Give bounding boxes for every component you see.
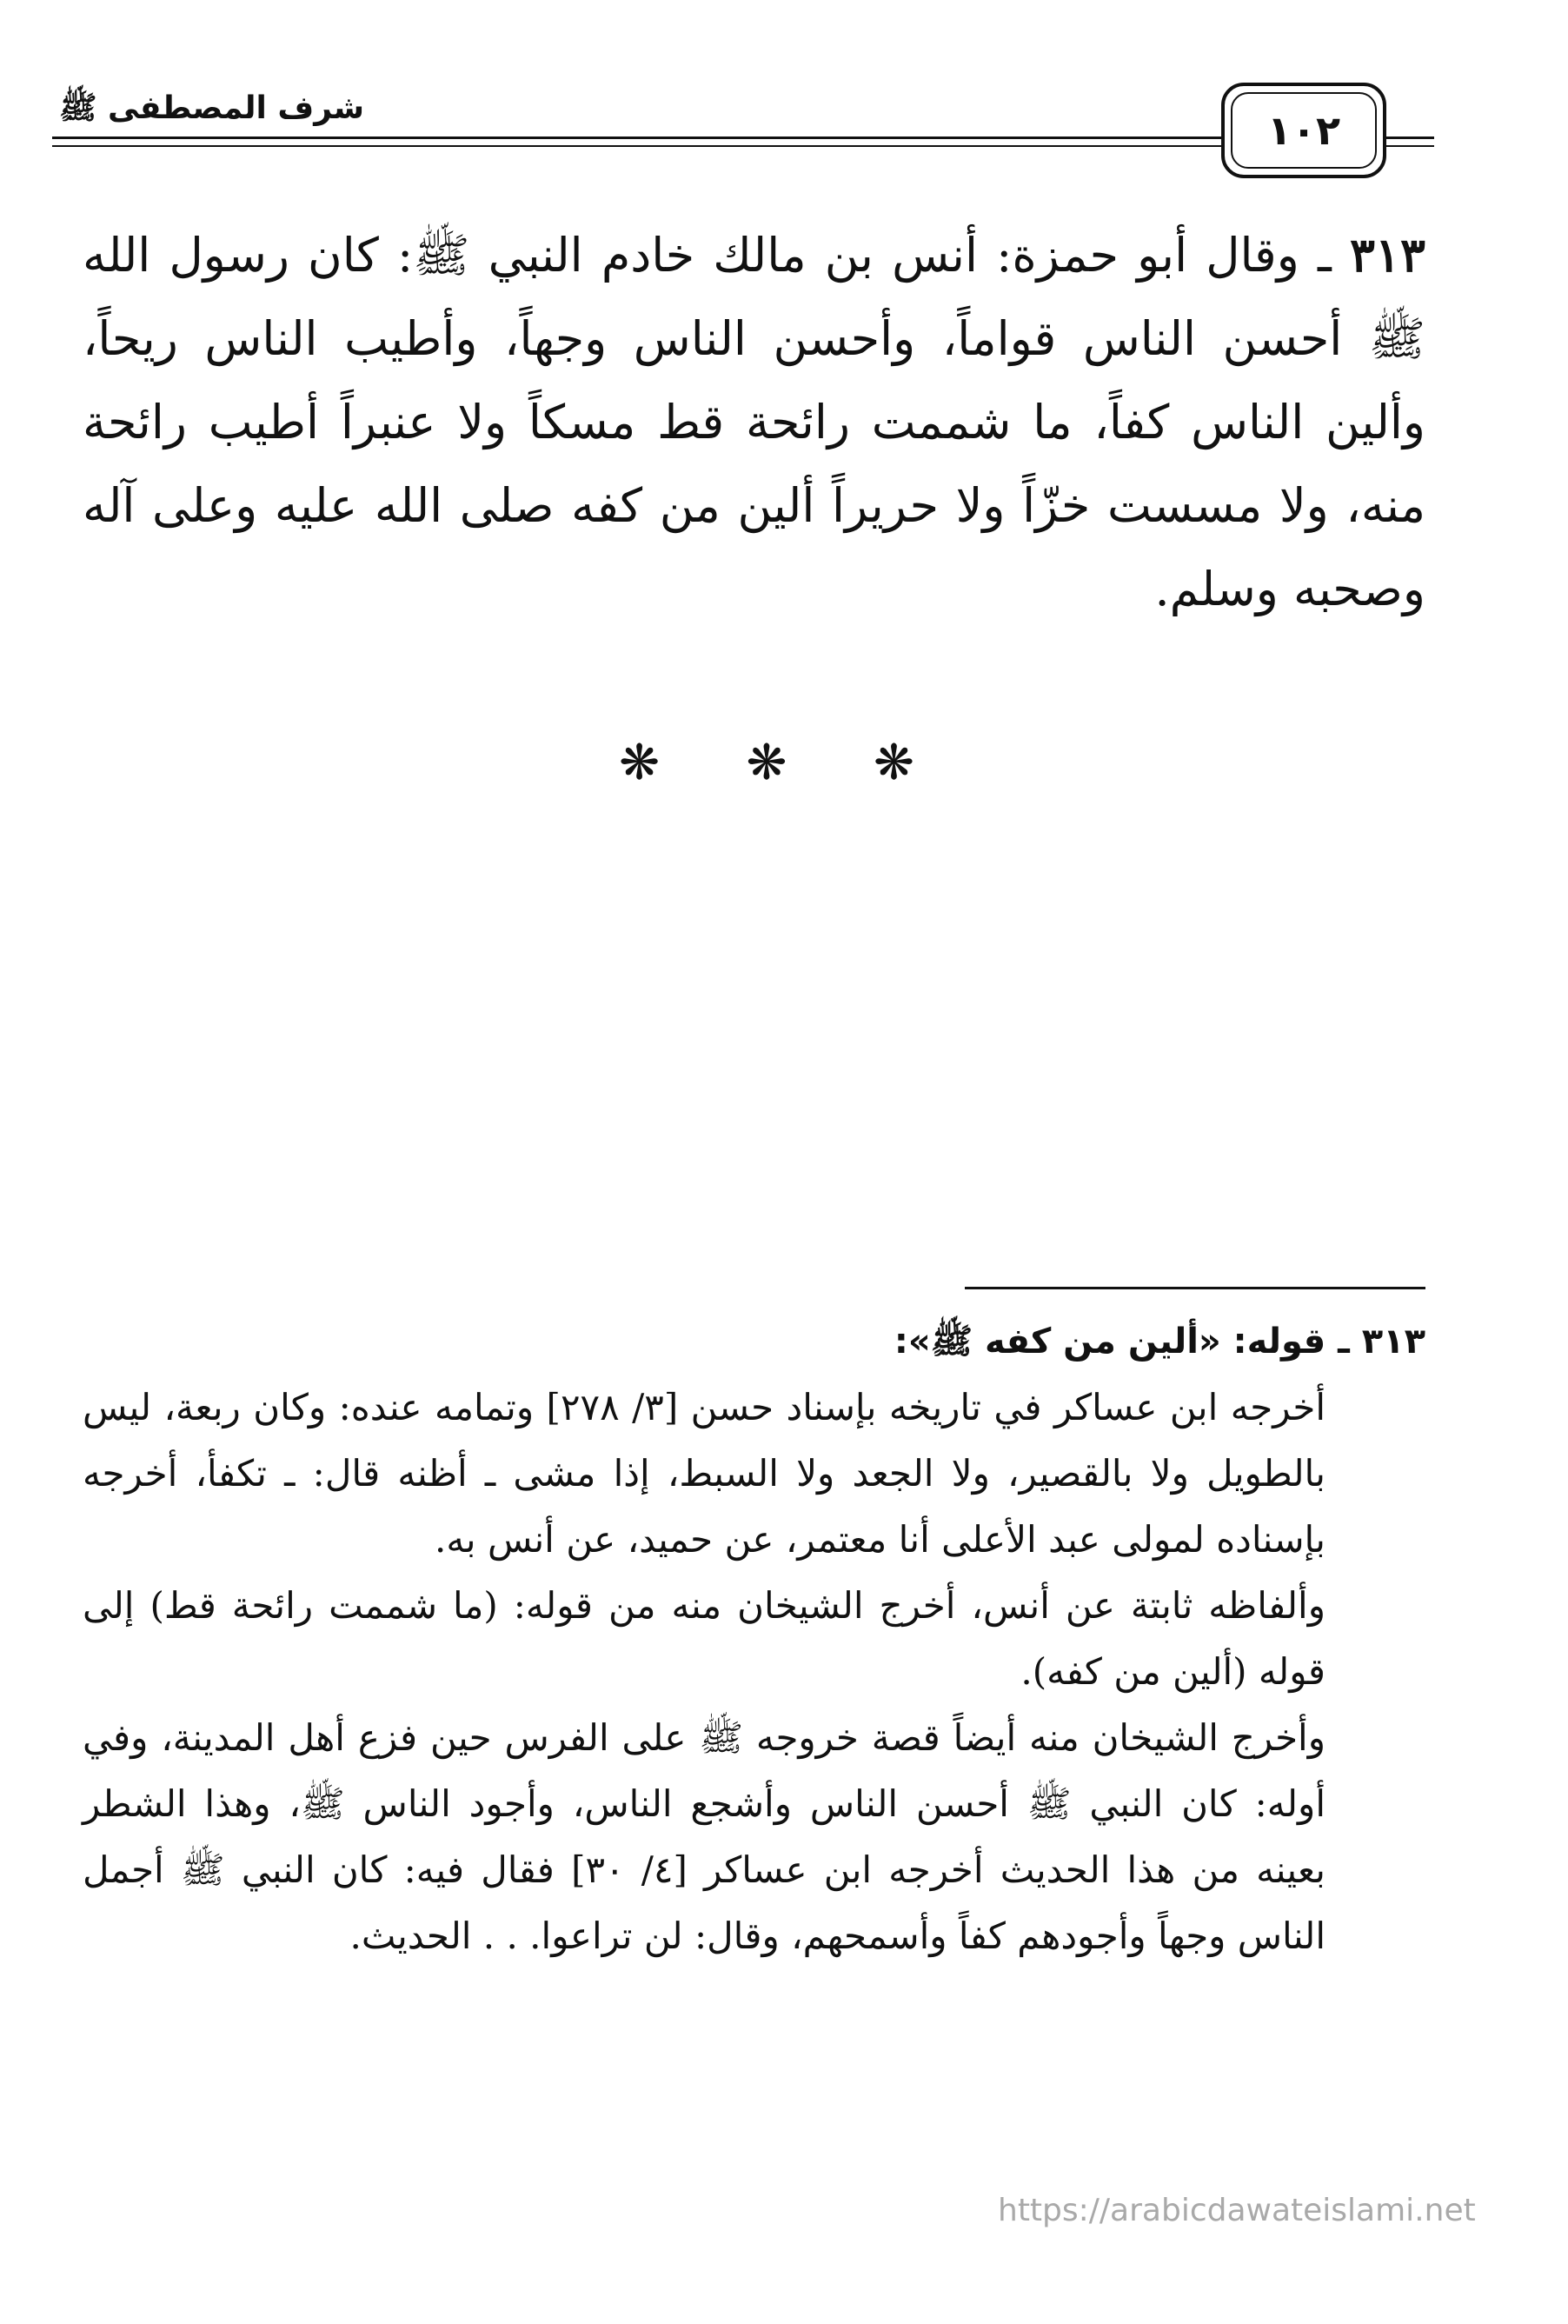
footnote-paragraph-2: وألفاظه ثابتة عن أنس، أخرج الشيخان منه من قوله: (ما شممت رائحة قط) إلى قوله (ألين من كفه). [83,1584,1325,1693]
running-title: شرف المصطفى ﷺ [52,86,371,131]
page-header [52,83,1434,178]
entry-text: ـ وقال أبو حمزة: أنس بن مالك خادم النبي ﷺ: كان رسول الله ﷺ أحسن الناس قواماً، وأحسن الناس وجهاً، وأطيب الناس ريحاً، وألين الناس كفاً، ما شممت رائحة قط مسكاً ولا عنبراً أطيب رائحة منه، ولا مسست خزّاً ولا حريراً ألين من كفه صلى الله عليه وعلى آله وصحبه وسلم. [83,228,1425,616]
page-number-frame [1221,83,1386,178]
main-text [83,213,1425,631]
footnote-paragraph-1: أخرجه ابن عساكر في تاريخه بإسناد حسن [٣/ ٢٧٨] وتمامه عنده: وكان ربعة، ليس بالطويل ولا بالقصير، ولا الجعد ولا السبط، إذا مشى ـ أظنه قال: ـ تكفأ، أخرجه بإسناده لمولى عبد الأعلى أنا معتمر، عن حميد، عن أنس به. [83,1386,1325,1561]
footnote-paragraph-3: وأخرج الشيخان منه أيضاً قصة خروجه ﷺ على الفرس حين فزع أهل المدينة، وفي أوله: كان النبي ﷺ أحسن الناس وأشجع الناس، وأجود الناس ﷺ، وهذا الشطر بعينه من هذا الحديث أخرجه ابن عساكر [٤/ ٣٠] فقال فيه: كان النبي ﷺ أجمل الناس وجهاً وأجودهم كفاً وأسمحهم، وقال: لن تراعوا. . . الحديث. [83,1716,1325,1957]
section-separator-stars: ❋ ❋ ❋ [619,735,949,791]
entry-number: ٣١٣ [1349,227,1425,283]
footnote-heading: ٣١٣ ـ قوله: «ألين من كفه ﷺ»: [894,1322,1425,1362]
watermark-url: https://arabicdawateislami.net [998,2193,1476,2228]
page-number: ١٠٢ [1266,107,1341,154]
footnotes [83,1308,1425,1969]
footnote-rule [965,1287,1425,1289]
